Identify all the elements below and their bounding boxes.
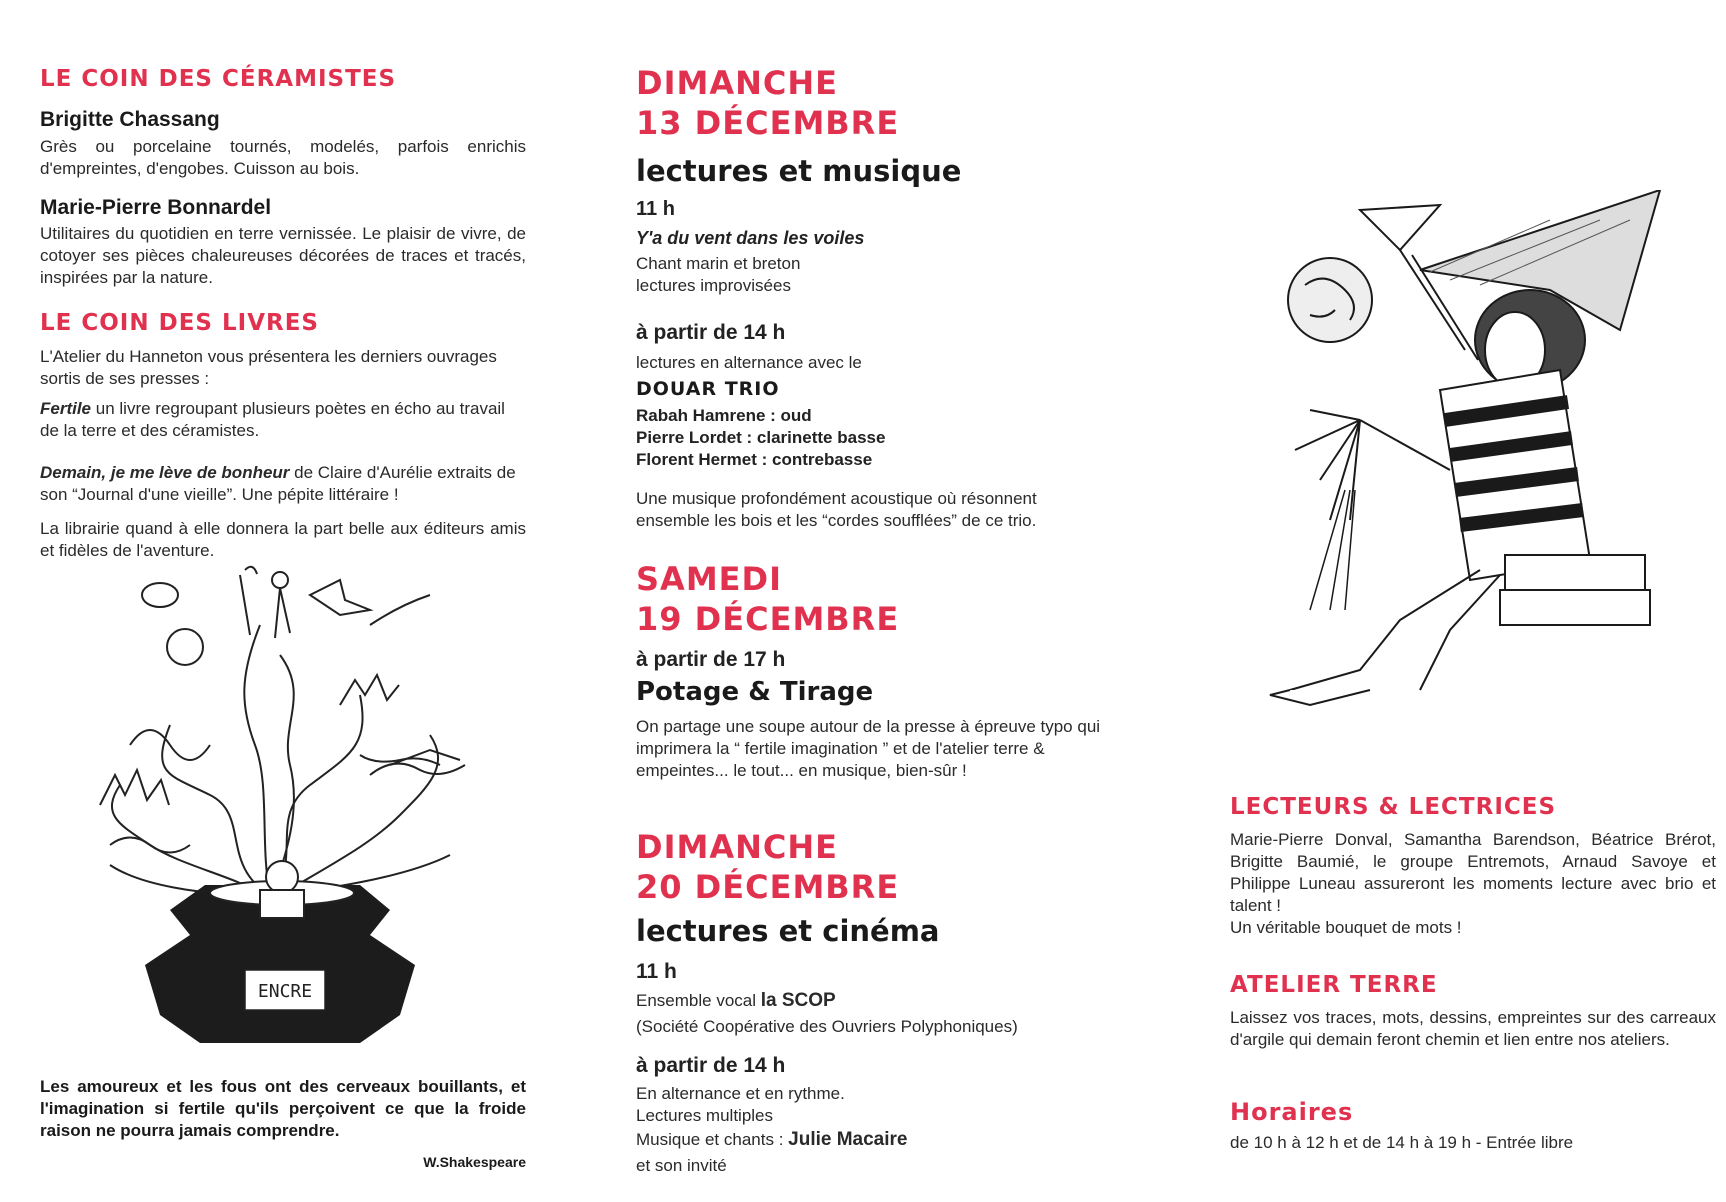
- day3-ens-prefix: Ensemble vocal: [636, 991, 761, 1010]
- trio-desc: Une musique profondément acoustique où résonnent ensemble les bois et les “cordes soufflées” de ce trio.: [636, 489, 1037, 530]
- day3-l2: Lectures multiples: [636, 1106, 774, 1125]
- day3-line2: 20 DÉCEMBRE: [636, 868, 900, 906]
- day3-time2: à partir de 14 h: [636, 1054, 786, 1077]
- day1-line2: 13 DÉCEMBRE: [636, 104, 900, 142]
- day2-time: à partir de 17 h: [636, 648, 786, 671]
- atelier-desc: Laissez vos traces, mots, dessins, empreintes sur des carreaux d'argile qui demain feront chemin et lien entre nos ateliers.: [1230, 1008, 1716, 1049]
- book2-title: Demain, je me lève de bonheur: [40, 463, 290, 482]
- day3-ens-full: (Société Coopérative des Ouvriers Polyphoniques): [636, 1017, 1018, 1036]
- day2-line1: SAMEDI: [636, 560, 782, 598]
- day1-show1-l2: lectures improvisées: [636, 276, 791, 295]
- day1-alt: lectures en alternance avec le: [636, 353, 862, 372]
- day1-subtitle: lectures et musique: [636, 154, 962, 188]
- day3-ensemble: [636, 990, 836, 1012]
- day2-line2: 19 DÉCEMBRE: [636, 600, 900, 638]
- atelier-title: ATELIER TERRE: [1230, 972, 1438, 998]
- quote: Les amoureux et les fous ont des cerveaux bouillants, et l'imagination si fertile qu'ils perçoivent ce que la froide raison ne pourra jamais comprendre.: [40, 1077, 526, 1140]
- lecteurs-desc: Marie-Pierre Donval, Samantha Barendson, Béatrice Brérot, Brigitte Baumié, le groupe Entremots, Arnaud Savoye et Philippe Luneau assureront les moments lecture avec brio et talent !: [1230, 830, 1716, 915]
- day2-desc: On partage une soupe autour de la presse à épreuve typo qui imprimera la “ fertile imagination ” et de l'atelier terre & empeintes... le tout... en musique, bien-sûr !: [636, 717, 1101, 780]
- day3-l3-prefix: Musique et chants :: [636, 1130, 789, 1149]
- day3-l3: [636, 1129, 907, 1151]
- day1-show1-l1: Chant marin et breton: [636, 254, 801, 273]
- day3-l4: et son invité: [636, 1156, 727, 1175]
- artist2-desc: Utilitaires du quotidien en terre vernissée. Le plaisir de vivre, de cotoyer ses pièces chaleureuses décorées de traces et tracés, inspirées par la nature.: [40, 224, 526, 287]
- book1-paragraph: [40, 398, 526, 442]
- horaires-title: Horaires: [1230, 1098, 1354, 1126]
- day3-subtitle: lectures et cinéma: [636, 914, 940, 948]
- trio-member-3: Florent Hermet : contrebasse: [636, 450, 873, 469]
- day3-line1: DIMANCHE: [636, 828, 838, 866]
- day3-l1: En alternance et en rythme.: [636, 1084, 845, 1103]
- trio-member-1: Rabah Hamrene : oud: [636, 406, 812, 425]
- day1-show1: Y'a du vent dans les voiles: [636, 228, 865, 248]
- book2-desc: de Claire d'Aurélie extraits de son “Journal d'une vieille”. Une pépite littéraire !: [40, 463, 516, 504]
- ink-pot-illustration: [70, 565, 490, 1045]
- book1-desc: un livre regroupant plusieurs poètes en écho au travail de la terre et des céramistes.: [40, 399, 505, 440]
- book2-paragraph: [40, 462, 526, 506]
- day2-subtitle: Potage & Tirage: [636, 677, 874, 707]
- lecteurs-title: LECTEURS & LECTRICES: [1230, 794, 1557, 820]
- artist1-name: Brigitte Chassang: [40, 108, 220, 131]
- day1-line1: DIMANCHE: [636, 64, 838, 102]
- book1-title: Fertile: [40, 399, 92, 418]
- figure-illustration: [1250, 190, 1680, 760]
- day1-time2: à partir de 14 h: [636, 321, 786, 344]
- pot-label: ENCRE: [257, 981, 313, 1002]
- lecteurs-tail: Un véritable bouquet de mots !: [1230, 918, 1462, 937]
- day3-l3-name: Julie Macaire: [788, 1129, 908, 1150]
- artist1-desc: Grès ou porcelaine tournés, modelés, parfois enrichis d'empreintes, d'engobes. Cuisson au bois.: [40, 137, 526, 178]
- livres-title: LE COIN DES LIVRES: [40, 310, 319, 336]
- librairie-text: La librairie quand à elle donnera la part belle aux éditeurs amis et fidèles de l'aventure.: [40, 519, 526, 560]
- quote-author: W.Shakespeare: [423, 1154, 526, 1170]
- artist2-name: Marie-Pierre Bonnardel: [40, 196, 272, 219]
- horaires-desc: de 10 h à 12 h et de 14 h à 19 h - Entrée libre: [1230, 1133, 1574, 1152]
- ceramistes-title: LE COIN DES CÉRAMISTES: [40, 66, 397, 92]
- trio-member-2: Pierre Lordet : clarinette basse: [636, 428, 886, 447]
- day1-time1: 11 h: [636, 198, 675, 220]
- trio-name: DOUAR TRIO: [636, 378, 780, 400]
- day3-time1: 11 h: [636, 960, 677, 983]
- livres-intro: L'Atelier du Hanneton vous présentera les derniers ouvrages sortis de ses presses :: [40, 347, 497, 388]
- day3-ens-name: la SCOP: [760, 990, 836, 1011]
